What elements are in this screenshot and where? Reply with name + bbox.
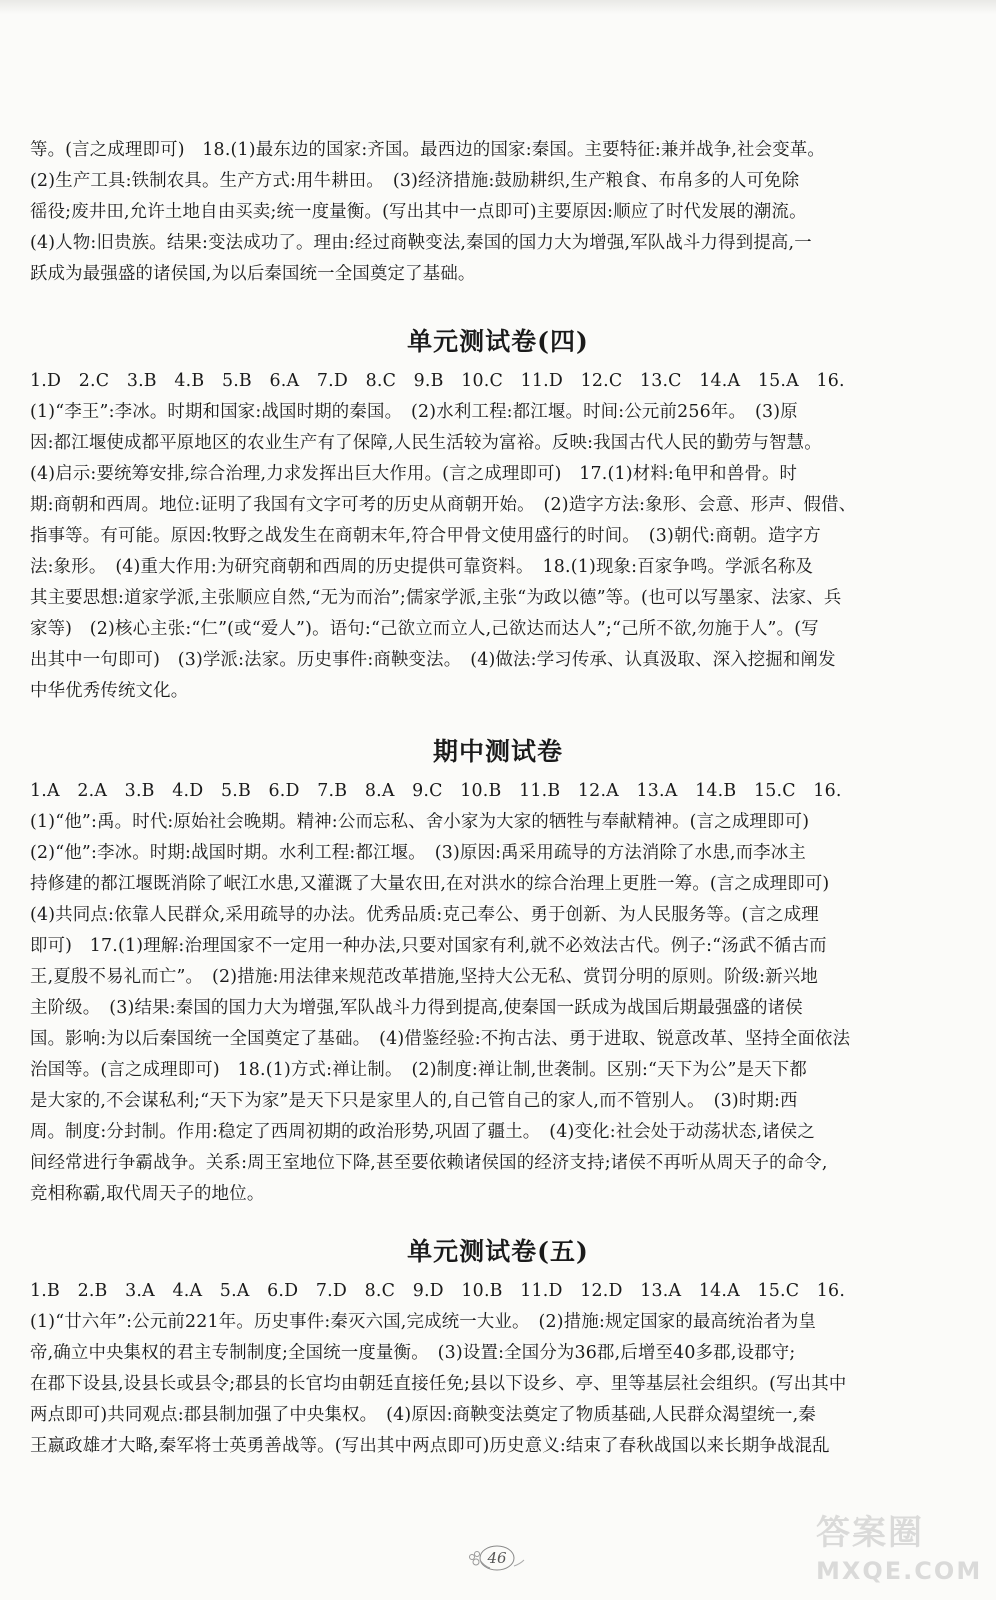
- text-line: 徭役;废井田,允许土地自由买卖;统一度量衡。(写出其中一点即可)主要原因:顺应了时代发展的潮流。: [30, 202, 807, 222]
- text-line: 两点即可)共同观点:郡县制加强了中央集权。 (4)原因:商鞅变法奠定了物质基础,人民群众渴望统一,秦: [30, 1405, 816, 1425]
- text-line: 其主要思想:道家学派,主张顺应自然,“无为而治”;儒家学派,主张“为政以德”等。(也可以写墨家、法家、兵: [30, 588, 842, 608]
- text-line: 周。制度:分封制。作用:稳定了西周初期的政治形势,巩固了疆土。 (4)变化:社会处于动荡状态,诸侯之: [30, 1122, 815, 1142]
- text-line: 竞相称霸,取代周天子的地位。: [30, 1184, 265, 1204]
- continuation-block: [30, 135, 966, 290]
- answer-line: 1.D 2.C 3.B 4.B 5.B 6.A 7.D 8.C 9.B 10.C 11.D 12.C 13.C 14.A 15.A 16.: [30, 371, 845, 391]
- text-line: 跃成为最强盛的诸侯国,为以后秦国统一全国奠定了基础。: [30, 264, 476, 284]
- answer-line: 1.B 2.B 3.A 4.A 5.A 6.D 7.D 8.C 9.D 10.B 11.D 12.D 13.A 14.A 15.C 16.: [30, 1281, 846, 1301]
- section-title: 期中测试卷: [432, 737, 563, 766]
- text-line: 指事等。有可能。原因:牧野之战发生在商朝末年,符合甲骨文使用盛行的时间。 (3)朝代:商朝。造字方: [30, 526, 821, 546]
- scan-edge: [0, 0, 996, 14]
- text-line: 家等) (2)核心主张:“仁”(或“爱人”)。语句:“己欲立而立人,己欲达而达人”;“己所不欲,勿施于人”。(写: [30, 619, 819, 639]
- text-line: (1)“他”:禹。时代:原始社会晚期。精神:公而忘私、舍小家为大家的牺牲与奉献精神。(言之成理即可): [30, 812, 810, 832]
- text-line: (4)人物:旧贵族。结果:变法成功了。理由:经过商鞅变法,秦国的国力大为增强,军队战斗力得到提高,一: [30, 233, 812, 253]
- text-line: 法:象形。 (4)重大作用:为研究商朝和西周的历史提供可靠资料。 18.(1)现象:百家争鸣。学派名称及: [30, 557, 814, 577]
- watermark-title: 答案圈: [816, 1513, 924, 1553]
- text-line: 出其中一句即可) (3)学派:法家。历史事件:商鞅变法。 (4)做法:学习传承、认真汲取、深入挖掘和阐发: [30, 650, 836, 670]
- text-line: 等。(言之成理即可) 18.(1)最东边的国家:齐国。最西边的国家:秦国。主要特征:兼并战争,社会变革。: [30, 140, 825, 160]
- answer-line: 1.A 2.A 3.B 4.D 5.B 6.D 7.B 8.A 9.C 10.B 11.B 12.A 13.A 14.B 15.C 16.: [30, 781, 842, 801]
- page-number: [466, 1540, 528, 1576]
- text-line: (1)“李王”:李冰。时期和国家:战国时期的秦国。 (2)水利工程:都江堰。时间:公元前256年。 (3)原: [30, 402, 798, 422]
- text-line: (2)生产工具:铁制农具。生产方式:用牛耕田。 (3)经济措施:鼓励耕织,生产粮食、布帛多的人可免除: [30, 171, 800, 191]
- section-unit-test-5: [30, 1228, 966, 1462]
- text-line: 间经常进行争霸战争。关系:周王室地位下降,甚至要依赖诸侯国的经济支持;诸侯不再听从周天子的命令,: [30, 1153, 828, 1173]
- text-line: 主阶级。 (3)结果:秦国的国力大为增强,军队战斗力得到提高,使秦国一跃成为战国后期最强盛的诸侯: [30, 998, 803, 1018]
- text-line: (4)共同点:依靠人民群众,采用疏导的办法。优秀品质:克己奉公、勇于创新、为人民服务等。(言之成理: [30, 905, 819, 925]
- text-line: 王,夏殷不易礼而亡”。 (2)措施:用法律来规范改革措施,坚持大公无私、赏罚分明的原则。阶级:新兴地: [30, 967, 819, 987]
- text-line: 在郡下设县,设县长或县令;郡县的长官均由朝廷直接任免;县以下设乡、亭、里等基层社会组织。(写出其中: [30, 1374, 847, 1394]
- text-line: 帝,确立中央集权的君主专制制度;全国统一度量衡。 (3)设置:全国分为36郡,后增至40多郡,设郡守;: [30, 1343, 796, 1363]
- text-line: 治国等。(言之成理即可) 18.(1)方式:禅让制。 (2)制度:禅让制,世袭制。区别:“天下为公”是天下都: [30, 1060, 807, 1080]
- section-midterm-test: [30, 728, 966, 1210]
- text-line: 是大家的,不会谋私利;“天下为家”是天下只是家里人的,自己管自己的家人,而不管别人。 (3)时期:西: [30, 1091, 798, 1111]
- text-line: 王嬴政雄才大略,秦军将士英勇善战等。(写出其中两点即可)历史意义:结束了春秋战国以来长期争战混乱: [30, 1436, 830, 1456]
- text-line: 即可) 17.(1)理解:治理国家不一定用一种办法,只要对国家有利,就不必效法古代。例子:“汤武不循古而: [30, 936, 827, 956]
- section-title: 单元测试卷(四): [407, 327, 589, 356]
- text-line: 因:都江堰使成都平原地区的农业生产有了保障,人民生活较为富裕。反映:我国古代人民的勤劳与智慧。: [30, 433, 822, 453]
- page-number-text: 46: [487, 1549, 507, 1567]
- text-line: 期:商朝和西周。地位:证明了我国有文字可考的历史从商朝开始。 (2)造字方法:象形、会意、形声、假借、: [30, 495, 857, 515]
- watermark-url: MXQE.COM: [816, 1557, 983, 1585]
- watermark-logo: [816, 1510, 986, 1592]
- text-line: 持修建的都江堰既消除了岷江水患,又灌溉了大量农田,在对洪水的综合治理上更胜一筹。(言之成理即可): [30, 874, 830, 894]
- text-line: 国。影响:为以后秦国统一全国奠定了基础。 (4)借鉴经验:不拘古法、勇于进取、锐意改革、坚持全面依法: [30, 1029, 851, 1049]
- text-line: (2)“他”:李冰。时期:战国时期。水利工程:都江堰。 (3)原因:禹采用疏导的方法消除了水患,而李冰主: [30, 843, 806, 863]
- section-title: 单元测试卷(五): [407, 1237, 589, 1266]
- text-line: (1)“廿六年”:公元前221年。历史事件:秦灭六国,完成统一大业。 (2)措施:规定国家的最高统治者为皇: [30, 1312, 817, 1332]
- section-unit-test-4: [30, 318, 966, 707]
- text-line: 中华优秀传统文化。: [30, 681, 189, 701]
- text-line: (4)启示:要统筹安排,综合治理,力求发挥出巨大作用。(言之成理即可) 17.(1)材料:龟甲和兽骨。时: [30, 464, 798, 484]
